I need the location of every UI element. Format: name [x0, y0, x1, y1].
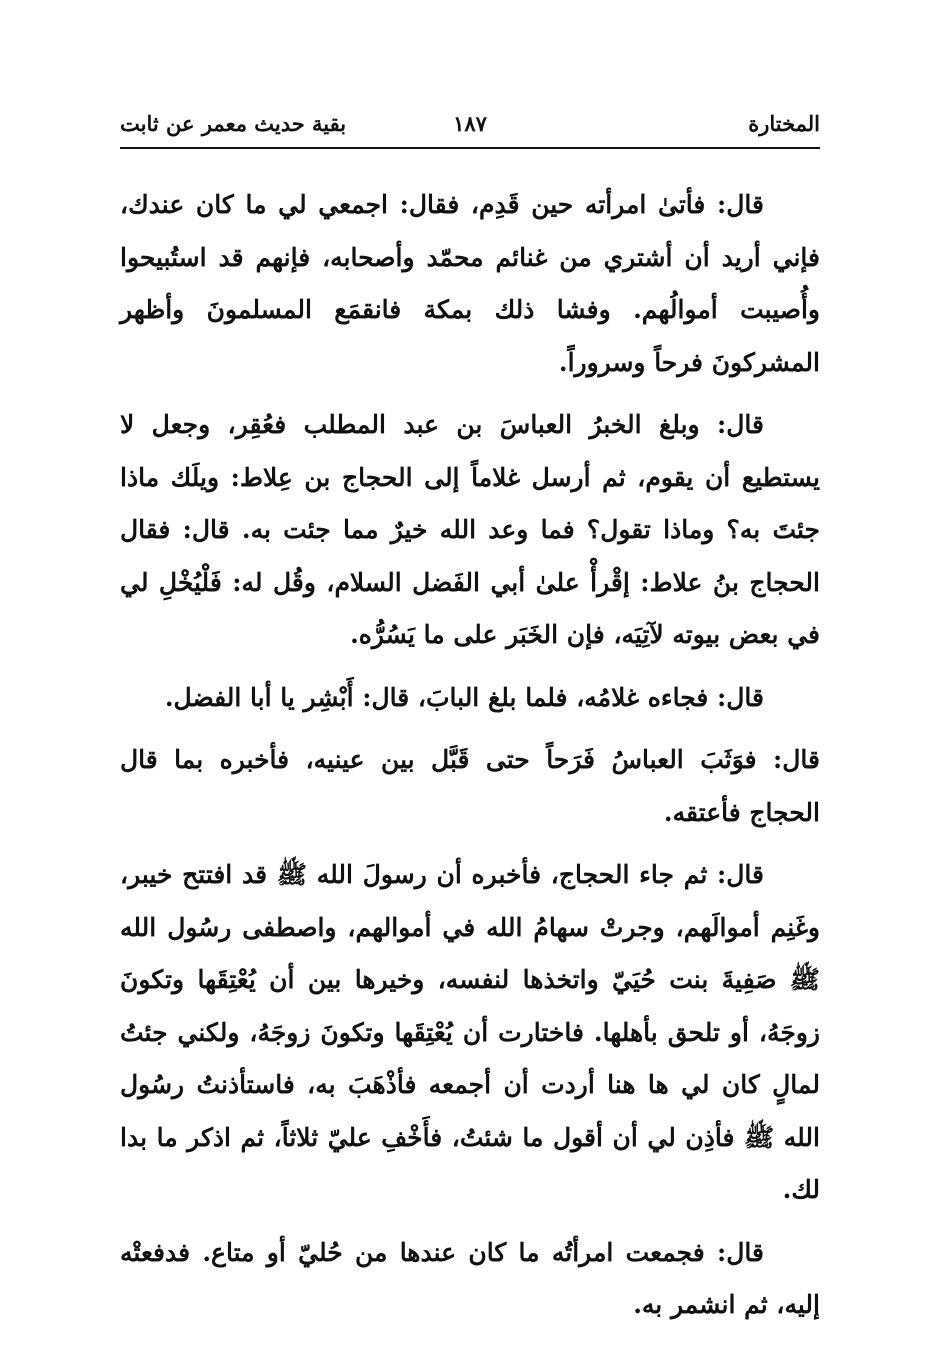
paragraph: قال: ثم جاء الحجاج، فأخبره أن رسولَ الله ﷺ قد افتتح خيبر، وغَنِم أموالَهم، وجرتْ سهامُ الله في أموالهم، واصطفى رسُول الله ﷺ صَفِيةَ بنت حُيَيّ واتخذها لنفسه، وخيرها بين أن يُعْتِقَها وتكونَ زوجَهُ، أو تلحق بأهلها. فاختارت أن يُعْتِقَها وتكونَ زوجَهُ، ولكني جئتُ لمالٍ كان لي ها هنا أردت أن أجمعه فأذْهَبَ به، فاستأذنتُ رسُول الله ﷺ فأذِن لي أن أقول ما شئتُ، فأَخْفِ عليّ ثلاثاً، ثم اذكر ما بدا لك.	[120, 860, 820, 1204]
main-text	[120, 179, 820, 1332]
book-title: المختارة	[748, 111, 820, 136]
paragraph: قال: فأتىٰ امرأته حين قَدِم، فقال: اجمعي لي ما كان عندك، فإني أريد أن أشتري من غنائم محمّد وأصحابه، فإنهم قد استُبيحوا وأُصيبت أموالُهم. وفشا ذلك بمكة فانقمَع المسلمونَ وأظهر المشركونَ فرحاً وسروراً.	[120, 190, 820, 377]
running-header	[120, 104, 820, 144]
paragraph: قال: وبلغ الخبرُ العباسَ بن عبد المطلب فعُقِر، وجعل لا يستطيع أن يقوم، ثم أرسل غلاماً إلى الحجاج بن عِلاط: ويلَك ماذا جئتَ به؟ وماذا تقول؟ فما وعد الله خيرٌ مما جئت به. قال: فقال الحجاج بنُ علاط: إقْرأْ علىٰ أبي الفَضل السلام، وقُل له: فَلْيُخْلِ لي في بعض بيوته لآتِيَه، فإن الخَبَر على ما يَسُرُّه.	[120, 410, 820, 649]
header-divider	[120, 147, 820, 149]
paragraph: قال: فجاءه غلامُه، فلما بلغ البابَ، قال: أَبْشِر يا أبا الفضل.	[164, 682, 764, 712]
page-number: ١٨٧	[453, 111, 487, 136]
book-page	[120, 104, 820, 1342]
section-title: بقية حديث معمر عن ثابت	[120, 111, 347, 136]
paragraph: قال: فجمعت امرأتُه ما كان عندها من حُليّ أو متاع. فدفعتْه إليه، ثم انشمر به.	[120, 1237, 820, 1319]
paragraph: قال: فوَثَبَ العباسُ فَرَحاً حتى قَبَّل بين عينيه، فأخبره بما قال الحجاج فأعتقه.	[120, 745, 820, 827]
